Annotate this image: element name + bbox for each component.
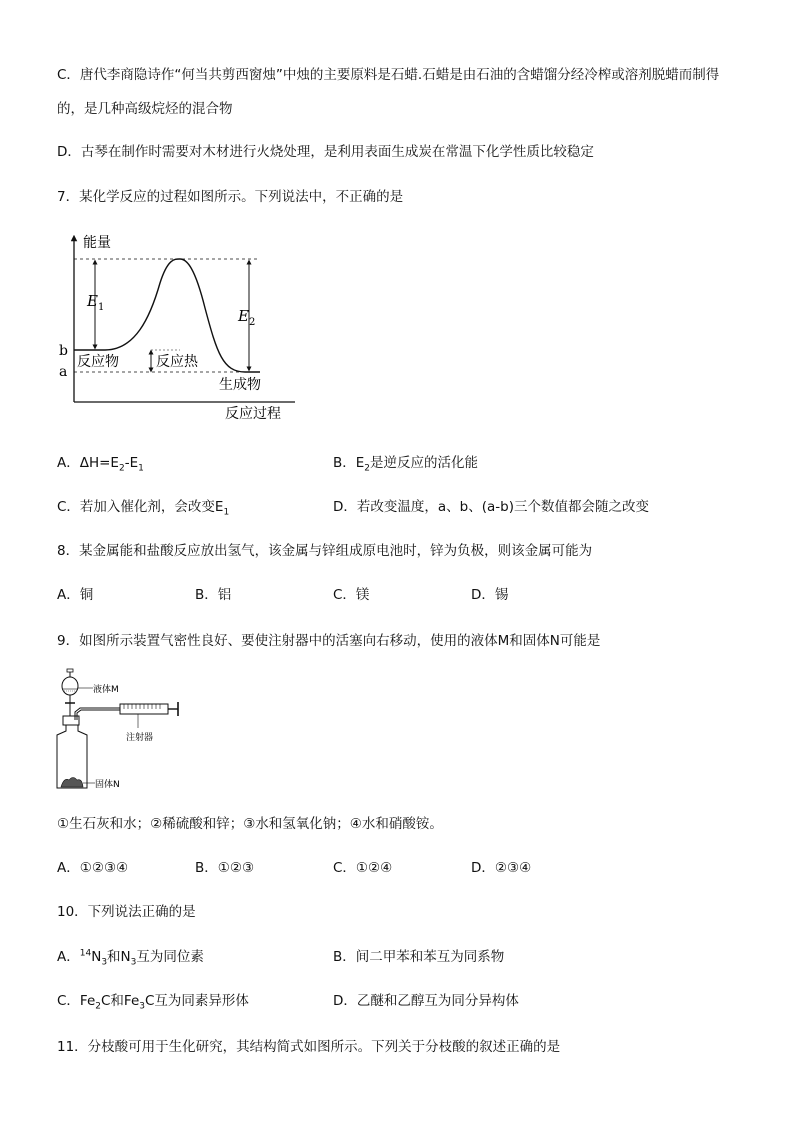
q6-option-d: D．古琴在制作时需要对木材进行火烧处理，是利用表面生成炭在常温下化学性质比较稳定 — [57, 144, 594, 160]
product-label: 生成物 — [219, 377, 261, 393]
q7-option-a: A．$\Delta H=E_2-E_1$ — [57, 455, 144, 474]
q9-stem: 9．如图所示装置气密性良好、要使注射器中的活塞向右移动，使用的液体M和固体N可能是 — [57, 633, 601, 649]
q7-option-b: B．$E_2$是逆反应的活化能 — [333, 455, 479, 474]
syringe-label: 注射器 — [126, 733, 154, 743]
q9-option-d: D．②③④ — [471, 860, 532, 876]
q10-option-d: D．乙醚和乙醇互为同分异构体 — [333, 993, 519, 1009]
q7-stem: 7．某化学反应的过程如图所示。下列说法中，不正确的是 — [57, 189, 404, 205]
q9-choices: ①生石灰和水；②稀硫酸和锌；③水和氢氧化钠；④水和硝酸铵。 — [57, 816, 443, 832]
q7-option-c: C．若加入催化剂，会改变$E_1$ — [57, 499, 230, 518]
q9-option-a: A．①②③④ — [57, 860, 129, 876]
q10-option-b: B．间二甲苯和苯互为同系物 — [333, 949, 505, 965]
e2-subscript: 2 — [248, 317, 256, 328]
q6-option-c-line1: C．唐代李商隐诗作“何当共剪西窗烛”中烛的主要原料是石蜡.石蜡是由石油的含蜡馏分经冷榨或溶剂脱蜡而制得 — [57, 67, 720, 83]
svg-text:E1 — [86, 292, 104, 313]
e1-label: E — [87, 292, 98, 310]
reactant-label: 反应物 — [77, 354, 119, 370]
svg-text:E2 — [237, 307, 255, 328]
solid-n-label: 固体N — [95, 780, 120, 790]
q8-option-a: A．铜 — [57, 587, 94, 603]
q11-stem: 11．分枝酸可用于生化研究，其结构简式如图所示。下列关于分枝酸的叙述正确的是 — [57, 1039, 561, 1055]
q8-option-d: D．锡 — [471, 587, 509, 603]
q9-option-c: C．①②④ — [333, 860, 393, 876]
funnel-bulb — [62, 677, 78, 695]
e1-subscript: 1 — [97, 302, 105, 313]
q7-option-d: D．若改变温度，a、b、(a-b)三个数值都会随之改变 — [333, 499, 649, 515]
heat-label: 反应热 — [156, 354, 198, 370]
y-axis-label: 能量 — [83, 235, 111, 251]
q8-stem: 8．某金属能和盐酸反应放出氢气，该金属与锌组成原电池时，锌为负极，则该金属可能为 — [57, 543, 593, 559]
q9-option-b: B．①②③ — [195, 860, 255, 876]
liquid-m-label: 液体M — [93, 685, 119, 695]
q8-option-b: B．铝 — [195, 587, 232, 603]
solid-n — [61, 778, 83, 788]
apparatus-diagram — [50, 668, 190, 794]
level-a-label: a — [59, 364, 68, 380]
level-b-label: b — [59, 343, 68, 359]
q10-stem: 10．下列说法正确的是 — [57, 904, 196, 920]
energy-diagram — [55, 228, 305, 428]
q10-option-a: A．$^{14}N_3$和$N_3$互为同位素 — [57, 948, 204, 968]
x-axis-label: 反应过程 — [225, 406, 281, 422]
q8-option-c: C．镁 — [333, 587, 370, 603]
e2-label: E — [238, 307, 249, 325]
q6-option-c-line2: 的，是几种高级烷烃的混合物 — [57, 101, 233, 117]
q10-option-c: C．$Fe_2C$和$Fe_3C$互为同素异形体 — [57, 993, 249, 1012]
